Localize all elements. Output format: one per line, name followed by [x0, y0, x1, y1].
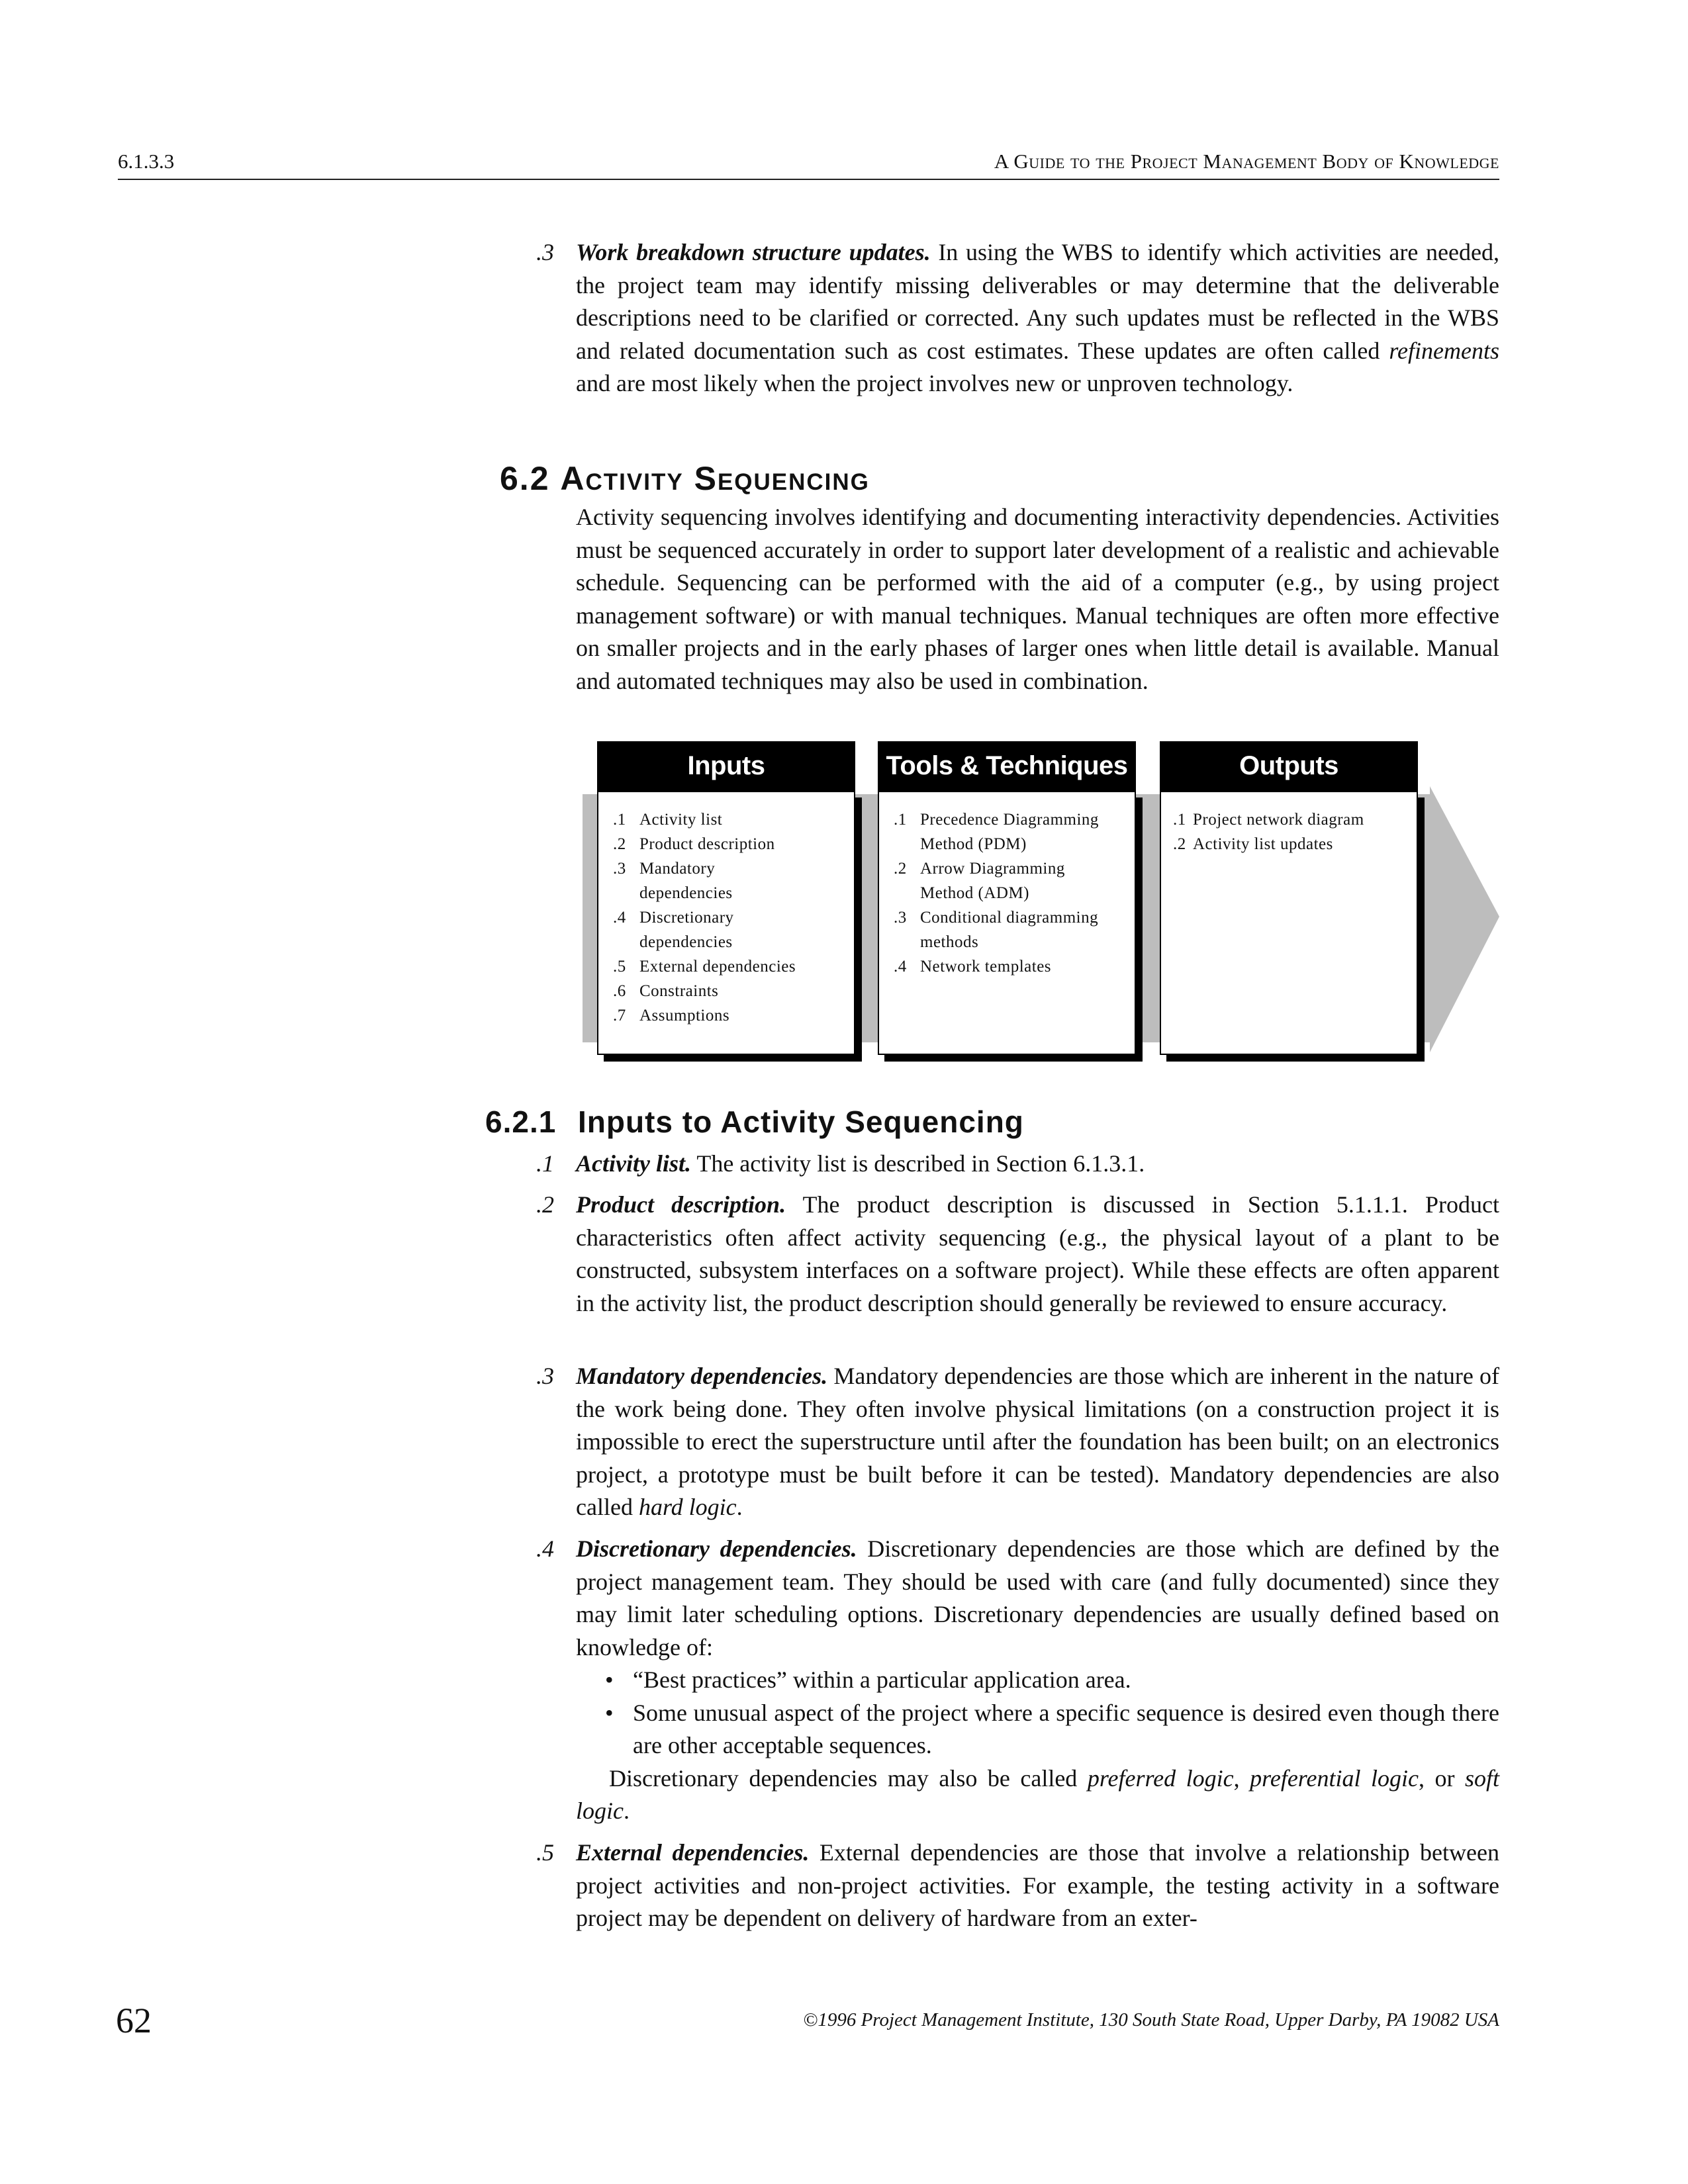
outputs-header: Outputs	[1160, 741, 1418, 791]
list-item: .6 Constraints	[613, 982, 719, 1000]
item-number: .5	[536, 1839, 554, 1866]
item-term: preferred logic	[1087, 1764, 1234, 1792]
input-item-activity-list	[536, 1148, 1499, 1181]
header-section-number: 6.1.3.3	[118, 150, 175, 173]
item-text: External dependencies are those that involve a relationship between project activities and non-project activities. For example, the testing activity in a software project may be dependent on delivery of hardware from an exter-	[576, 1839, 1499, 1931]
list-item: .4 Network templates	[894, 958, 1052, 976]
list-item: .4 Discretionary dependencies	[613, 909, 734, 951]
item-number: .3	[536, 1363, 554, 1389]
input-item-mandatory-dependencies: .3 Mandatory dependencies. Mandatory dependencies are those which are inherent in the nature of the work being done. They often involve physical limitations (on a construction project it is impossible to erect the superstructure until after the foundation has been built; on an electronics project, a prototype must be built before it can be tested). Mandatory dependencies are also called hard logic.	[576, 1360, 1499, 1524]
subsection-heading	[485, 1104, 1024, 1140]
list-item: .5 External dependencies	[613, 958, 796, 976]
outputs-column	[1160, 741, 1418, 1062]
section-heading	[500, 459, 870, 498]
item-lead: Activity list.	[576, 1150, 691, 1177]
input-item-discretionary-dependencies	[536, 1533, 1500, 1828]
item-text: and are most likely when the project involves new or unproven technology.	[576, 370, 1293, 396]
list-item: .7 Assumptions	[613, 1007, 730, 1024]
copyright-notice: ©1996 Project Management Institute, 130 South State Road, Upper Darby, PA 19082 USA	[803, 2009, 1499, 2030]
item-text: Discretionary dependencies are those which are defined by the project management team. They should be used with care (and fully documented) since they may limit later scheduling options. Discretionary dependencies are usually defined based on knowledge of:	[576, 1535, 1500, 1661]
input-item-product-description	[536, 1189, 1499, 1320]
inputs-list	[613, 807, 848, 1028]
tools-header: Tools & Techniques	[878, 741, 1136, 791]
item-term: soft logic	[576, 1764, 1500, 1824]
item-term: hard logic	[638, 1494, 737, 1520]
item-text: The product description is discussed in Section 5.1.1.1. Product characteristics often affect activity sequencing (e.g., the physical layout of a plant to be constructed, subsystem interfaces on a software project). While these effects are often apparent in the activity list, the product description should generally be reviewed to ensure accuracy.	[576, 1191, 1499, 1316]
item-number: .1	[536, 1150, 554, 1177]
subsection-title: Inputs to Activity Sequencing	[578, 1105, 1024, 1139]
list-item: .3 Mandatory dependencies	[613, 860, 733, 902]
section-title: Activity Sequencing	[560, 460, 870, 497]
input-item-external-dependencies	[536, 1837, 1499, 1935]
list-item: .2 Arrow Diagramming Method (ADM)	[894, 860, 1065, 902]
wbs-updates-paragraph	[536, 236, 1499, 400]
item-lead: Product description.	[576, 1191, 786, 1218]
bullet-item: • “Best practices” within a particular application area.	[605, 1664, 1499, 1697]
bullet-dot: •	[605, 1666, 614, 1693]
item-text: In using the WBS to identify which activities are needed, the project team may identify missing deliverables or may determine that the deliverable descriptions need to be clarified or corrected. Any such updates must be reflected in the WBS and related documentation such as cost estimates. These updates are often called	[576, 239, 1499, 364]
item-lead: Discretionary dependencies.	[576, 1535, 857, 1562]
list-item: .2 Product description	[613, 835, 775, 853]
list-item: .2 Activity list updates	[1173, 835, 1333, 853]
bullet-dot: •	[605, 1699, 614, 1726]
item-number: .3	[536, 239, 554, 265]
header-rule	[118, 179, 1499, 180]
item-lead: Work breakdown structure updates.	[576, 239, 931, 265]
bullet-item: • Some unusual aspect of the project where a specific sequence is desired even though there are other acceptable sequences.	[605, 1697, 1499, 1762]
list-item: .3 Conditional diagramming methods	[894, 909, 1099, 951]
list-item: .1 Activity list	[613, 811, 723, 829]
inputs-column	[597, 741, 855, 1062]
item-number: .2	[536, 1191, 554, 1218]
subsection-number: 6.2.1	[485, 1105, 557, 1139]
item-text: Mandatory dependencies are those which are inherent in the nature of the work being done. They often involve physical limitations (on a construction project it is impossible to erect the superstructure until after the foundation has been built; on an electronics project, a prototype must be built before it can be tested). Mandatory dependencies are also called	[576, 1363, 1499, 1520]
outputs-list	[1173, 807, 1408, 856]
tools-column	[878, 741, 1136, 1062]
discretionary-aliases: Discretionary dependencies may also be called preferred logic, preferential logic, or soft logic.	[576, 1764, 1500, 1824]
inputs-header: Inputs	[597, 741, 855, 791]
item-text: The activity list is described in Section 6.1.3.1.	[690, 1150, 1145, 1177]
tools-list	[894, 807, 1129, 979]
list-item: .1 Project network diagram	[1173, 811, 1364, 829]
item-term: refinements	[1389, 337, 1499, 364]
item-lead: External dependencies.	[576, 1839, 810, 1866]
section-intro: Activity sequencing involves identifying and documenting interactivity dependencies. Activities must be sequenced accurately in order to support later development of a realistic and achievable schedule. Sequencing can be performed with the aid of a computer (e.g., by using project management software) or with manual techniques. Manual techniques are often more effective on smaller projects and in the early phases of larger ones when little detail is available. Manual and automated techniques may also be used in combination.	[576, 504, 1499, 694]
list-item: .1 Precedence Diagramming Method (PDM)	[894, 811, 1099, 853]
section-number: 6.2	[500, 460, 550, 497]
item-term: preferential logic	[1250, 1764, 1419, 1792]
item-number: .4	[536, 1535, 554, 1562]
page-number: 62	[116, 2001, 152, 2040]
item-lead: Mandatory dependencies.	[576, 1363, 828, 1389]
header-running-title: A Guide to the Project Management Body of Knowledge	[994, 150, 1499, 173]
